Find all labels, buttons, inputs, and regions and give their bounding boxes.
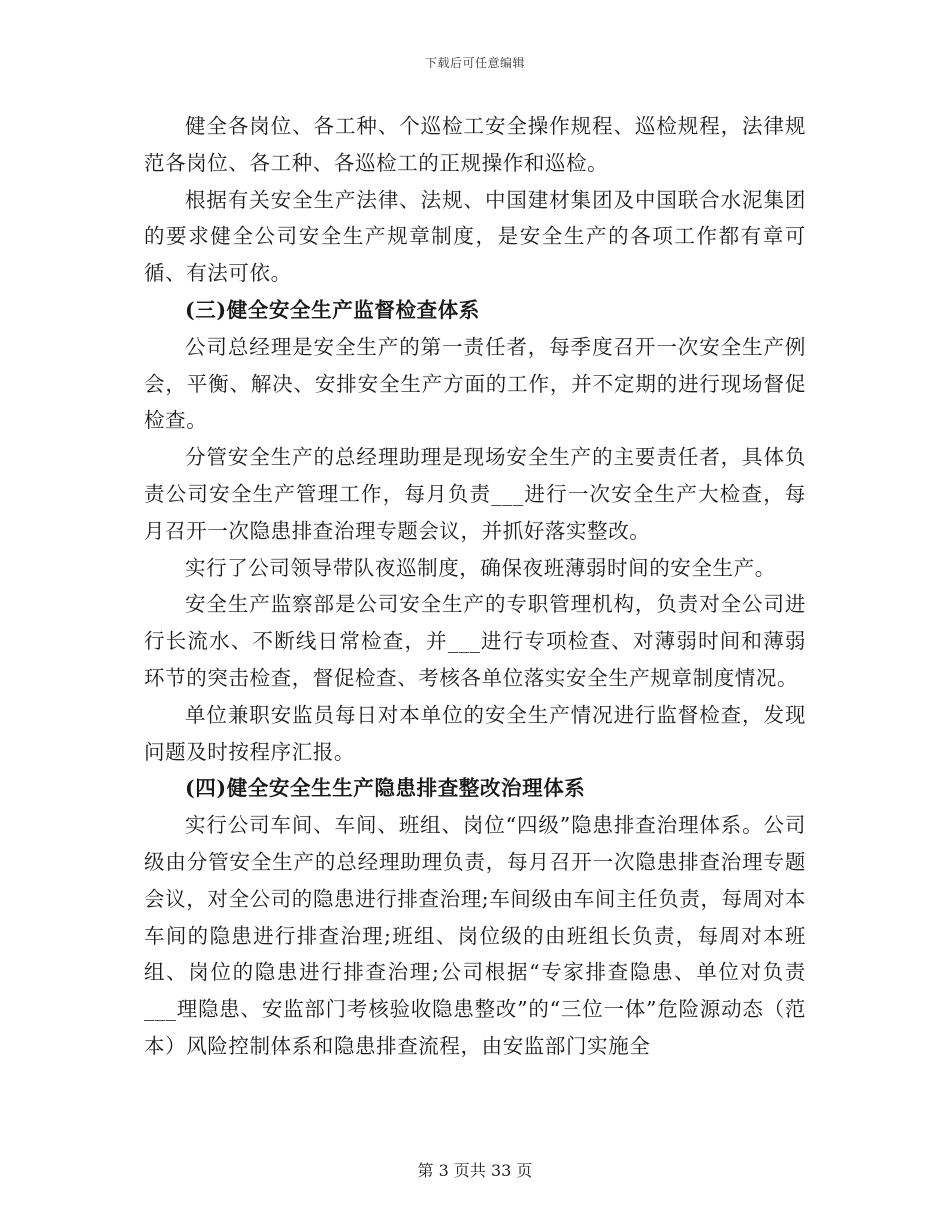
paragraph-safety-regulations: 根据有关安全生产法律、法规、中国建材集团及中国联合水泥集团的要求健全公司安全生产规章制度，是安全生产的各项工作都有章可循、有法可依。 <box>144 187 806 286</box>
page-header-note: 下载后可任意编辑 <box>424 56 525 70</box>
paragraph-operating-rules: 健全各岗位、各工种、个巡检工安全操作规程、巡检规程，法律规范各岗位、各工种、各巡检工的正规操作和巡检。 <box>144 114 806 175</box>
document-body <box>144 108 806 1065</box>
paragraph-four-level-system: 实行公司车间、车间、班组、岗位“四级”隐患排查治理体系。公司级由分管安全生产的总经理助理负责，每月召开一次隐患排查治理专题会议，对全公司的隐患进行排查治理;车间级由车间主任负责，每周对本车间的隐患进行排查治理;班组、岗位级的由班组长负责，每周对本班组、岗位的隐患进行排查治理;公司根据“专家排查隐患、单位对负责___理隐患、安监部门考核验收隐患整改”的“三位一体”危险源动态（范本）风险控制体系和隐患排查流程，由安监部门实施全 <box>144 813 806 1058</box>
paragraph-supervision-dept: 安全生产监察部是公司安全生产的专职管理机构，负责对全公司进行长流水、不断线日常检查，并___进行专项检查、对薄弱时间和薄弱环节的突击检查，督促检查、考核各单位落实安全生产规章制度情况。 <box>144 592 806 690</box>
paragraph-night-patrol: 实行了公司领导带队夜巡制度，确保夜班薄弱时间的安全生产。 <box>185 555 776 580</box>
paragraph-part-time-inspector: 单位兼职安监员每日对本单位的安全生产情况进行监督检查，发现问题及时按程序汇报。 <box>144 702 806 764</box>
page-footer: 第 3 页共 33 页 <box>417 1161 533 1180</box>
paragraph-general-manager: 公司总经理是安全生产的第一责任者，每季度召开一次安全生产例会，平衡、解决、安排安全生产方面的工作，并不定期的进行现场督促检查。 <box>144 334 806 433</box>
section-heading-hazard-system: (四)健全安全生生产隐患排查整改治理体系 <box>185 776 586 801</box>
section-heading-supervision: (三)健全安全生产监督检查体系 <box>185 297 480 322</box>
paragraph-assistant-manager: 分管安全生产的总经理助理是现场安全生产的主要责任者，具体负责公司安全生产管理工作，每月负责___进行一次安全生产大检查，每月召开一次隐患排查治理专题会议，并抓好落实整改。 <box>144 445 806 543</box>
